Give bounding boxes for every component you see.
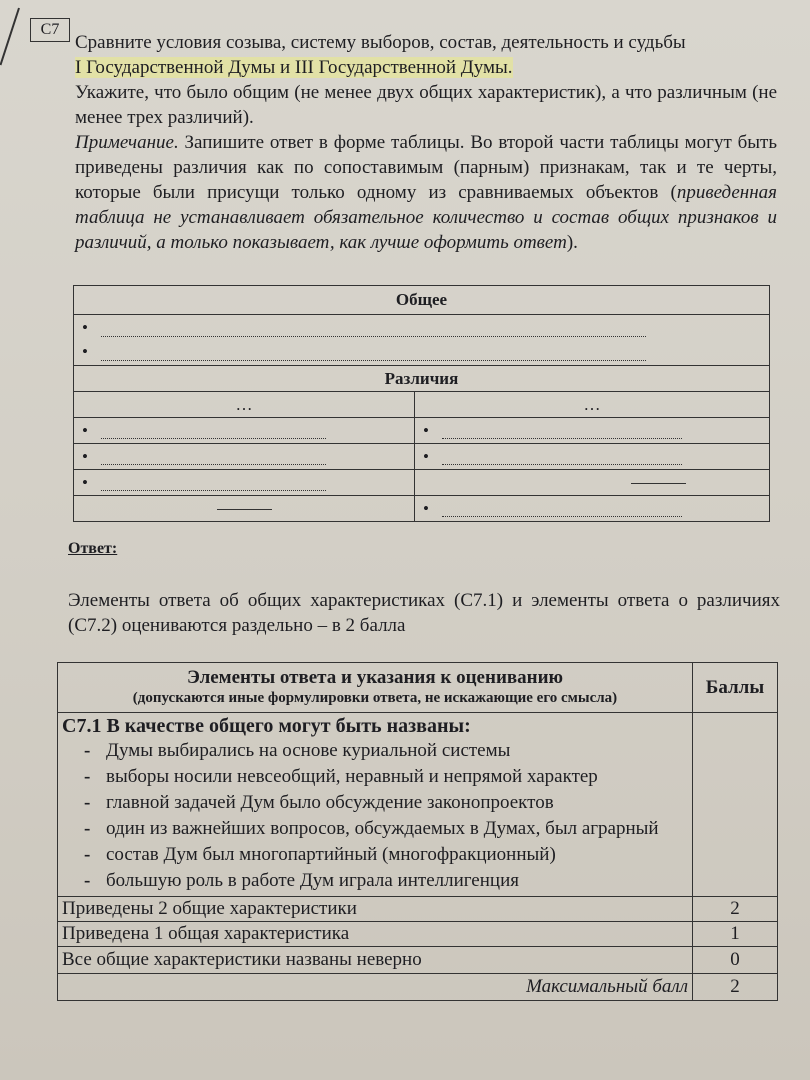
diff-cell: [74, 496, 415, 522]
list-item: - большую роль в работе Дум играла интеллигенция: [84, 868, 688, 894]
section-cell: [58, 713, 693, 897]
points: 0: [693, 947, 778, 974]
scoring-table: [57, 662, 778, 1001]
blank-line: [101, 346, 646, 361]
blank-line: [101, 424, 326, 439]
bullet: •: [423, 446, 429, 466]
scoring-intro: Элементы ответа об общих характеристиках (С7.1) и элементы ответа о различиях (С7.2) оцениваются раздельно – в 2 балла: [68, 590, 780, 636]
table-row: [58, 974, 778, 1001]
blank-line: [442, 450, 682, 465]
table-row: [58, 897, 778, 922]
points: 1: [693, 922, 778, 947]
common-header: Общее: [74, 286, 770, 315]
diff-cell: [415, 470, 770, 496]
differences-header: Различия: [74, 366, 770, 392]
blank-line: [101, 450, 326, 465]
task-line-1: Сравните условия созыва, систему выборов, состав, деятельность и судьбы: [75, 32, 686, 53]
blank-line: [101, 322, 646, 337]
table-row: [58, 922, 778, 947]
section-title: С7.1 В качестве общего могут быть названы:: [62, 715, 471, 737]
bullet: •: [82, 318, 88, 337]
ellipsis-right: …: [415, 392, 770, 418]
note-label: Примечание.: [75, 132, 179, 153]
bullet: •: [82, 446, 88, 466]
header-sub: (допускаются иные формулировки ответа, не искажающие его смысла): [132, 689, 618, 706]
question-number: C7: [30, 18, 70, 42]
list-item: - состав Дум был многопартийный (многофракционный): [84, 842, 688, 868]
instruction: Укажите, что было общим (не менее двух общих характеристик), а что различным (не менее трех различий).: [75, 82, 777, 128]
diff-cell: [415, 444, 770, 470]
blank-line: [442, 502, 682, 517]
header-main: Элементы ответа и указания к оцениванию: [186, 666, 564, 688]
ellipsis-left: …: [74, 392, 415, 418]
criterion: Приведены 2 общие характеристики: [58, 897, 693, 922]
points: 2: [693, 897, 778, 922]
diff-cell: [415, 496, 770, 522]
dash-line: [217, 509, 272, 510]
note-italic: приведенная таблица не устанавливает обязательное количество и состав общих признаков и различий, а только показывает, как лучше оформить ответ: [75, 182, 777, 253]
note-text: Запишите ответ в форме таблицы. Во второй части таблицы могут быть приведены различия как по сопоставимым (парным) признакам, так и те черты, которые были присущи только одному из сравниваемых объектов (: [75, 132, 778, 203]
bullet: •: [423, 498, 429, 518]
bullet: •: [82, 472, 88, 492]
header-cell: [58, 663, 693, 713]
header-points: Баллы: [693, 663, 778, 713]
list-item: - Думы выбирались на основе куриальной системы: [84, 738, 688, 764]
bullet: •: [423, 420, 429, 440]
answer-label: Ответ:: [68, 540, 118, 557]
common-cell: [74, 315, 770, 366]
criterion: Приведена 1 общая характеристика: [58, 922, 693, 947]
diff-cell: [74, 444, 415, 470]
bullet: •: [82, 342, 88, 361]
blank-line: [442, 424, 682, 439]
empty-points-cell: [693, 713, 778, 897]
question-text: [75, 30, 777, 255]
diff-cell: [74, 470, 415, 496]
answer-template-table: [73, 285, 770, 522]
diff-cell: [74, 418, 415, 444]
list-item: - главной задачей Дум было обсуждение законопроектов: [84, 790, 688, 816]
pen-mark: [0, 8, 20, 66]
criterion: Все общие характеристики названы неверно: [58, 947, 693, 974]
max-label: Максимальный балл: [58, 974, 693, 1001]
dash-line: [631, 483, 686, 484]
criteria-list: [62, 738, 688, 894]
task-line-2: I Государственной Думы и III Государственной Думы.: [75, 57, 513, 78]
list-item: - выборы носили невсеобщий, неравный и непрямой характер: [84, 764, 688, 790]
note-end: ).: [566, 232, 578, 253]
bullet: •: [82, 420, 88, 440]
blank-line: [101, 476, 326, 491]
list-item: - один из важнейших вопросов, обсуждаемых в Думах, был аграрный: [84, 816, 688, 842]
diff-cell: [415, 418, 770, 444]
table-row: [58, 947, 778, 974]
max-points: 2: [693, 974, 778, 1001]
